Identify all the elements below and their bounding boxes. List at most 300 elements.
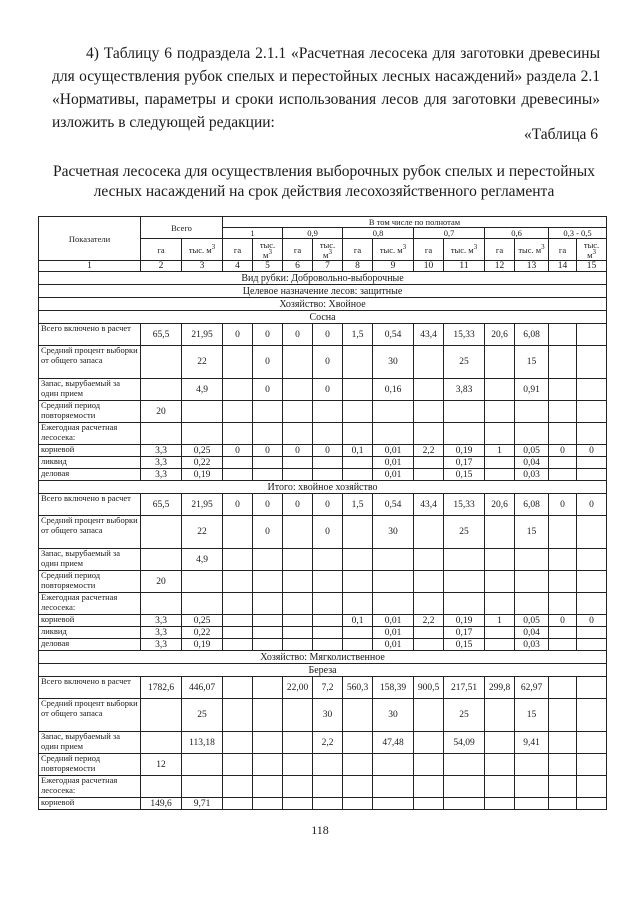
table-cell (343, 516, 373, 549)
intro-text: 4) Таблицу 6 подраздела 2.1.1 «Расчетная лесосека для заготовки древесины для осуществления рубок спелых и перестойных лесных насаждений» раздела 2.1 «Нормативы, параметры и сроки использования лесов для заготовки древесины» изложить в следующей редакции: (52, 45, 600, 131)
table-cell: 0,01 (373, 615, 414, 627)
row-label: корневой (39, 445, 141, 457)
table-cell (549, 754, 577, 776)
table-cell: 0 (283, 445, 313, 457)
table-cell (283, 549, 313, 571)
unit-m3: тыс. $м^3$ (253, 239, 283, 261)
table-cell: 21,95 (182, 494, 223, 516)
table-cell: 20,6 (485, 494, 515, 516)
table-cell (253, 571, 283, 593)
column-number: 10 (414, 261, 444, 272)
unit-superscript: 3 (541, 242, 545, 251)
table-cell (414, 627, 444, 639)
page-number: 118 (311, 823, 329, 837)
table-cell (313, 549, 343, 571)
table-cell: 25 (444, 516, 485, 549)
table-cell (549, 571, 577, 593)
table-cell (373, 549, 414, 571)
table-cell: 0 (577, 445, 607, 457)
table-cell (283, 699, 313, 732)
table-cell: 0,01 (373, 469, 414, 481)
table-cell: 25 (444, 699, 485, 732)
table-cell (182, 571, 223, 593)
table-cell: 0,1 (343, 615, 373, 627)
table-cell (343, 423, 373, 445)
section-farm-soft-text: Хозяйство: Мягколиственное (39, 651, 607, 664)
header-density: 0,7 (414, 228, 485, 239)
table-cell (343, 379, 373, 401)
table-cell (549, 627, 577, 639)
table-cell (549, 593, 577, 615)
table-body (39, 217, 607, 810)
table-cell (141, 379, 182, 401)
table-cell: 12 (141, 754, 182, 776)
table-cell: 54,09 (444, 732, 485, 754)
table-cell: 3,3 (141, 457, 182, 469)
table-cell: 0 (313, 516, 343, 549)
table-cell (182, 423, 223, 445)
table-cell: 0,01 (373, 445, 414, 457)
row-label: Всего включено в расчет (39, 494, 141, 516)
table-cell (313, 593, 343, 615)
table-cell (343, 469, 373, 481)
table-row (39, 754, 607, 776)
table-row (39, 379, 607, 401)
table-cell (414, 699, 444, 732)
table-cell (414, 457, 444, 469)
table-row (39, 677, 607, 699)
section-farm-conifer (39, 298, 607, 311)
table-cell (577, 776, 607, 798)
table-cell (485, 469, 515, 481)
table-cell (414, 469, 444, 481)
section-purpose (39, 285, 607, 298)
table-cell: 25 (444, 346, 485, 379)
table-cell (485, 401, 515, 423)
table-cell (414, 639, 444, 651)
column-number: 4 (223, 261, 253, 272)
table-cell (283, 423, 313, 445)
unit-m3: тыс. $м^3$ (313, 239, 343, 261)
row-label: Средний период повторяемости (39, 754, 141, 776)
table-title: Расчетная лесосека для осуществления выборочных рубок спелых и перестойных лесных насаждений на срок действия лесохозяйственного регламента (53, 163, 595, 200)
table-cell (313, 615, 343, 627)
table-row (39, 593, 607, 615)
table-cell (283, 798, 313, 810)
table-cell: 0 (283, 324, 313, 346)
section-farm-soft (39, 651, 607, 664)
table-cell (549, 379, 577, 401)
row-label: ликвид (39, 627, 141, 639)
table-cell (485, 549, 515, 571)
table-cell: 0,17 (444, 627, 485, 639)
table-cell: 113,18 (182, 732, 223, 754)
table-row (39, 516, 607, 549)
table-cell (141, 776, 182, 798)
table-cell (549, 639, 577, 651)
table-cell (577, 516, 607, 549)
table-cell: 0,04 (515, 457, 549, 469)
section-species-pine-text: Сосна (39, 311, 607, 324)
section-species-birch-text: Береза (39, 664, 607, 677)
table-cell: 0 (253, 324, 283, 346)
section-purpose-text: Целевое назначение лесов: защитные (39, 285, 607, 298)
table-cell: 0 (313, 379, 343, 401)
table-cell (485, 593, 515, 615)
header-total: Всего (141, 217, 223, 239)
table-cell (253, 699, 283, 732)
unit-ha: га (549, 239, 577, 261)
unit-ha: га (343, 239, 373, 261)
column-number: 15 (577, 261, 607, 272)
table-cell (414, 593, 444, 615)
row-label: Ежегодная расчетная лесосека: (39, 423, 141, 445)
table-cell (485, 627, 515, 639)
table-cell (223, 593, 253, 615)
table-cell: 1,5 (343, 494, 373, 516)
table-cell (577, 346, 607, 379)
row-label: корневой (39, 615, 141, 627)
table-cell (283, 593, 313, 615)
table-row (39, 445, 607, 457)
table-cell (515, 593, 549, 615)
table-cell (223, 379, 253, 401)
table-cell (577, 324, 607, 346)
table-cell (141, 516, 182, 549)
table-cell: 1 (485, 615, 515, 627)
unit-m3: тыс. $м^3$ (373, 239, 414, 261)
table-cell: 0,03 (515, 639, 549, 651)
table-cell (577, 627, 607, 639)
table-cell (223, 754, 253, 776)
header-density: 1 (223, 228, 283, 239)
row-label: Ежегодная расчетная лесосека: (39, 776, 141, 798)
column-number: 7 (313, 261, 343, 272)
table-cell (444, 549, 485, 571)
table-cell (253, 423, 283, 445)
table-cell (515, 754, 549, 776)
table-cell (515, 549, 549, 571)
table-cell (141, 549, 182, 571)
table-cell (485, 732, 515, 754)
table-row (39, 401, 607, 423)
table-cell (485, 571, 515, 593)
header-density: 0,9 (283, 228, 343, 239)
table-cell (577, 593, 607, 615)
table-cell: 20 (141, 401, 182, 423)
table-cell: 1,5 (343, 324, 373, 346)
table-cell: 0,01 (373, 457, 414, 469)
table-cell (414, 346, 444, 379)
table-cell (223, 401, 253, 423)
table-cell (141, 593, 182, 615)
table-cell (577, 401, 607, 423)
table-cell (223, 549, 253, 571)
table-cell (141, 346, 182, 379)
table-cell: 560,3 (343, 677, 373, 699)
table-cell (253, 627, 283, 639)
table-cell (549, 346, 577, 379)
table-cell: 0,54 (373, 324, 414, 346)
table-cell: 0,15 (444, 639, 485, 651)
table-cell (444, 776, 485, 798)
table-cell (253, 549, 283, 571)
table-cell (182, 776, 223, 798)
table-cell (485, 639, 515, 651)
table-cell (549, 549, 577, 571)
table-cell (343, 798, 373, 810)
unit-ha: га (283, 239, 313, 261)
table-cell (343, 571, 373, 593)
table-cell (283, 776, 313, 798)
row-label: Средний период повторяемости (39, 401, 141, 423)
table-cell (343, 549, 373, 571)
table-cell: 2,2 (313, 732, 343, 754)
table-cell (549, 677, 577, 699)
table-row (39, 324, 607, 346)
table-cell (515, 571, 549, 593)
table-cell: 20 (141, 571, 182, 593)
table-cell (485, 776, 515, 798)
table-cell: 3,3 (141, 469, 182, 481)
table-cell (577, 677, 607, 699)
table-cell: 20,6 (485, 324, 515, 346)
table-cell (283, 457, 313, 469)
column-number: 1 (39, 261, 141, 272)
table-cell (343, 457, 373, 469)
table-cell (253, 639, 283, 651)
table-cell: 43,4 (414, 494, 444, 516)
table-cell: 0,04 (515, 627, 549, 639)
table-cell: 0,1 (343, 445, 373, 457)
table-cell: 0 (313, 445, 343, 457)
table-cell: 0,05 (515, 445, 549, 457)
section-cut-type-text: Вид рубки: Добровольно-выборочные (39, 272, 607, 285)
table-cell: 43,4 (414, 324, 444, 346)
table-cell (313, 754, 343, 776)
column-number: 12 (485, 261, 515, 272)
table-cell (485, 457, 515, 469)
unit-superscript: 3 (211, 242, 216, 251)
table-cell (549, 516, 577, 549)
table-cell (414, 776, 444, 798)
table-cell (444, 571, 485, 593)
table-cell (141, 699, 182, 732)
table-cell: 0 (313, 324, 343, 346)
table-cell: 47,48 (373, 732, 414, 754)
intro-paragraph (52, 42, 600, 134)
table-cell: 15 (515, 516, 549, 549)
table-cell (223, 346, 253, 379)
table-cell (577, 571, 607, 593)
table-cell: 0,05 (515, 615, 549, 627)
table-cell (313, 571, 343, 593)
column-number: 5 (253, 261, 283, 272)
table-cell (343, 754, 373, 776)
unit-m3: тыс. $м^3$ (577, 239, 607, 261)
section-cut-type (39, 272, 607, 285)
table-cell (313, 457, 343, 469)
table-cell (485, 754, 515, 776)
table-cell (549, 401, 577, 423)
row-label: Средний процент выборки от общего запаса (39, 516, 141, 549)
table-cell: 15,33 (444, 324, 485, 346)
unit-m3: тыс. $м^3$ (515, 239, 549, 261)
table-cell: 9,41 (515, 732, 549, 754)
table-cell: 0,03 (515, 469, 549, 481)
table-cell (253, 401, 283, 423)
table-cell (343, 639, 373, 651)
table-cell: 0 (253, 494, 283, 516)
table-cell (141, 423, 182, 445)
table-cell: 62,97 (515, 677, 549, 699)
table-cell (414, 516, 444, 549)
table-cell: 0,25 (182, 615, 223, 627)
table-cell (182, 593, 223, 615)
table-cell (223, 571, 253, 593)
table-cell (223, 776, 253, 798)
table-cell: 446,07 (182, 677, 223, 699)
table-cell (283, 615, 313, 627)
table-cell (577, 423, 607, 445)
section-species-birch (39, 664, 607, 677)
table-cell (223, 639, 253, 651)
table-cell: 25 (182, 699, 223, 732)
table-cell (283, 754, 313, 776)
table-row (39, 776, 607, 798)
table-cell (373, 593, 414, 615)
unit-ha: га (485, 239, 515, 261)
table-cell (577, 798, 607, 810)
table-cell: 21,95 (182, 324, 223, 346)
table-cell: 1782,6 (141, 677, 182, 699)
table-cell (343, 401, 373, 423)
table-cell: 0 (549, 494, 577, 516)
table-cell (373, 401, 414, 423)
table-cell: 22,00 (283, 677, 313, 699)
cutting-area-table (38, 216, 607, 810)
table-cell: 15 (515, 346, 549, 379)
table-cell (414, 754, 444, 776)
table-cell: 65,5 (141, 324, 182, 346)
table-cell: 0,19 (182, 469, 223, 481)
table-cell: 0 (253, 445, 283, 457)
table-cell: 9,71 (182, 798, 223, 810)
table-cell (313, 401, 343, 423)
header-density: 0,8 (343, 228, 414, 239)
table-cell (182, 401, 223, 423)
table-cell (577, 639, 607, 651)
unit-superscript: 3 (592, 247, 596, 256)
table-cell: 0,17 (444, 457, 485, 469)
table-cell: 0 (577, 494, 607, 516)
table-cell: 0 (253, 379, 283, 401)
table-cell: 158,39 (373, 677, 414, 699)
table-cell (485, 379, 515, 401)
table-cell: 2,2 (414, 615, 444, 627)
table-cell (223, 457, 253, 469)
row-label: Средний процент выборки от общего запаса (39, 699, 141, 732)
section-farm-conifer-text: Хозяйство: Хвойное (39, 298, 607, 311)
table-cell: 0 (313, 494, 343, 516)
table-cell (577, 549, 607, 571)
table-cell: 299,8 (485, 677, 515, 699)
table-cell (313, 639, 343, 651)
column-number: 3 (182, 261, 223, 272)
table-cell: 0 (549, 615, 577, 627)
table-cell (485, 346, 515, 379)
column-number: 14 (549, 261, 577, 272)
table-cell (283, 732, 313, 754)
table-cell (343, 699, 373, 732)
table-cell (373, 776, 414, 798)
row-label: ликвид (39, 457, 141, 469)
table-cell (444, 754, 485, 776)
table-cell (549, 469, 577, 481)
table-cell: 0,16 (373, 379, 414, 401)
table-cell (253, 615, 283, 627)
table-cell: 0 (253, 516, 283, 549)
table-cell (283, 346, 313, 379)
table-cell: 6,08 (515, 324, 549, 346)
unit-ha: га (414, 239, 444, 261)
table-cell (414, 401, 444, 423)
table-cell (343, 776, 373, 798)
table-cell (283, 401, 313, 423)
column-number: 6 (283, 261, 313, 272)
section-total-conifer (39, 481, 607, 494)
table-cell: 15 (515, 699, 549, 732)
table-cell: 22 (182, 346, 223, 379)
table-cell: 0,15 (444, 469, 485, 481)
table-cell (515, 798, 549, 810)
table-row (39, 571, 607, 593)
table-cell (373, 571, 414, 593)
table-cell (577, 732, 607, 754)
table-cell (515, 401, 549, 423)
table-cell: 3,3 (141, 615, 182, 627)
table-cell: 0,22 (182, 457, 223, 469)
table-cell (414, 732, 444, 754)
table-row (39, 798, 607, 810)
table-cell (515, 776, 549, 798)
table-cell: 6,08 (515, 494, 549, 516)
table-row (39, 627, 607, 639)
column-number-row (39, 261, 607, 272)
table-cell: 0 (283, 494, 313, 516)
table-cell (444, 593, 485, 615)
table-cell (414, 379, 444, 401)
table-cell (373, 754, 414, 776)
table-row (39, 732, 607, 754)
table-row (39, 549, 607, 571)
table-cell: 0,19 (444, 445, 485, 457)
table-cell (253, 798, 283, 810)
table-cell (515, 423, 549, 445)
table-cell: 0,19 (182, 639, 223, 651)
table-cell (577, 457, 607, 469)
table-cell: 4,9 (182, 379, 223, 401)
table-cell (253, 754, 283, 776)
unit-superscript: 3 (268, 247, 272, 256)
table-cell: 30 (373, 516, 414, 549)
table-cell (313, 776, 343, 798)
section-species-pine (39, 311, 607, 324)
table-cell (253, 457, 283, 469)
table-cell (223, 615, 253, 627)
row-label: Запас, вырубаемый за один прием (39, 732, 141, 754)
row-label: деловая (39, 639, 141, 651)
